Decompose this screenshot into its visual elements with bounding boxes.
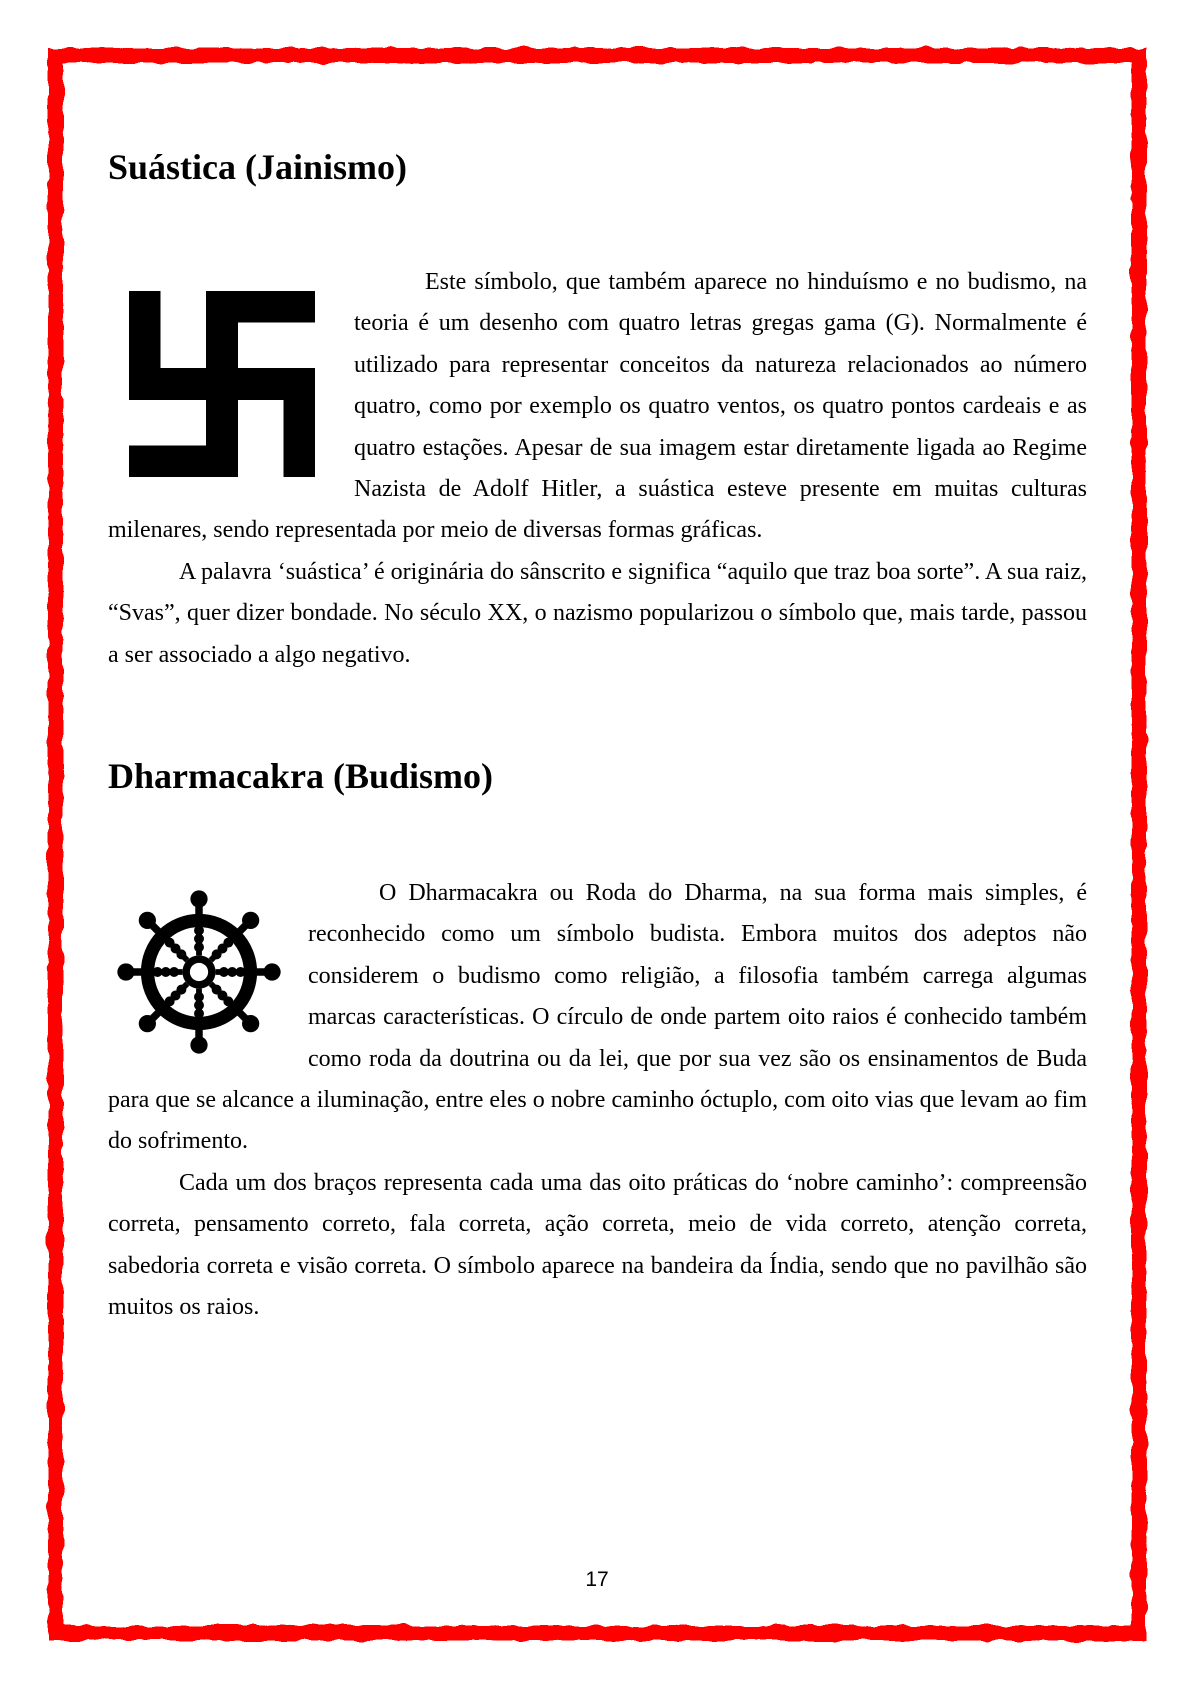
section-heading-suastica: Suástica (Jainismo) (108, 147, 408, 187)
dharma-wheel-icon (116, 889, 282, 1055)
section-heading-dharmacakra: Dharmacakra (Budismo) (108, 756, 493, 796)
section-paragraph: O Dharmacakra ou Roda do Dharma, na sua forma mais simples, é reconhecido como um símbolo budista. Embora muitos dos adeptos não considerem o budismo como religião, a filosofia também carrega algumas marcas características. O círculo de onde partem oito raios é conhecido também como roda da doutrina ou da lei, que por sua vez são os ensinamentos de Buda para que se alcance a iluminação, entre eles o nobre caminho óctuplo, com oito vias que levam ao fim do sofrimento. (108, 880, 1087, 1155)
section-body-suastica (108, 262, 1087, 676)
section-paragraph: Cada um dos braços representa cada uma das oito práticas do ‘nobre caminho’: compreensão correta, pensamento correto, fala correta, ação correta, meio de vida correto, atenção correta, sabedoria correta e visão correta. O símbolo aparece na bandeira da Índia, sendo que no pavilhão são muitos os raios. (108, 1169, 1087, 1321)
section-paragraph: A palavra ‘suástica’ é originária do sânscrito e significa “aquilo que traz boa sorte”. A sua raiz, “Svas”, quer dizer bondade. No século XX, o nazismo popularizou o símbolo que, mais tarde, passou a ser associado a algo negativo. (108, 558, 1087, 668)
symbol-figure (108, 262, 354, 502)
symbol-figure (108, 873, 308, 1063)
swastika-icon (129, 291, 315, 477)
section-paragraph: Este símbolo, que também aparece no hinduísmo e no budismo, na teoria é um desenho com quatro letras gregas gama (G). Normalmente é utilizado para representar conceitos da natureza relacionados ao número quatro, como por exemplo os quatro ventos, os quatro pontos cardeais e as quatro estações. Apesar de sua imagem estar diretamente ligada ao Regime Nazista de Adolf Hitler, a suástica esteve presente em muitas culturas milenares, sendo representada por meio de diversas formas gráficas. (108, 269, 1087, 544)
section-body-dharmacakra (108, 873, 1087, 1328)
page-number: 17 (585, 1568, 609, 1591)
